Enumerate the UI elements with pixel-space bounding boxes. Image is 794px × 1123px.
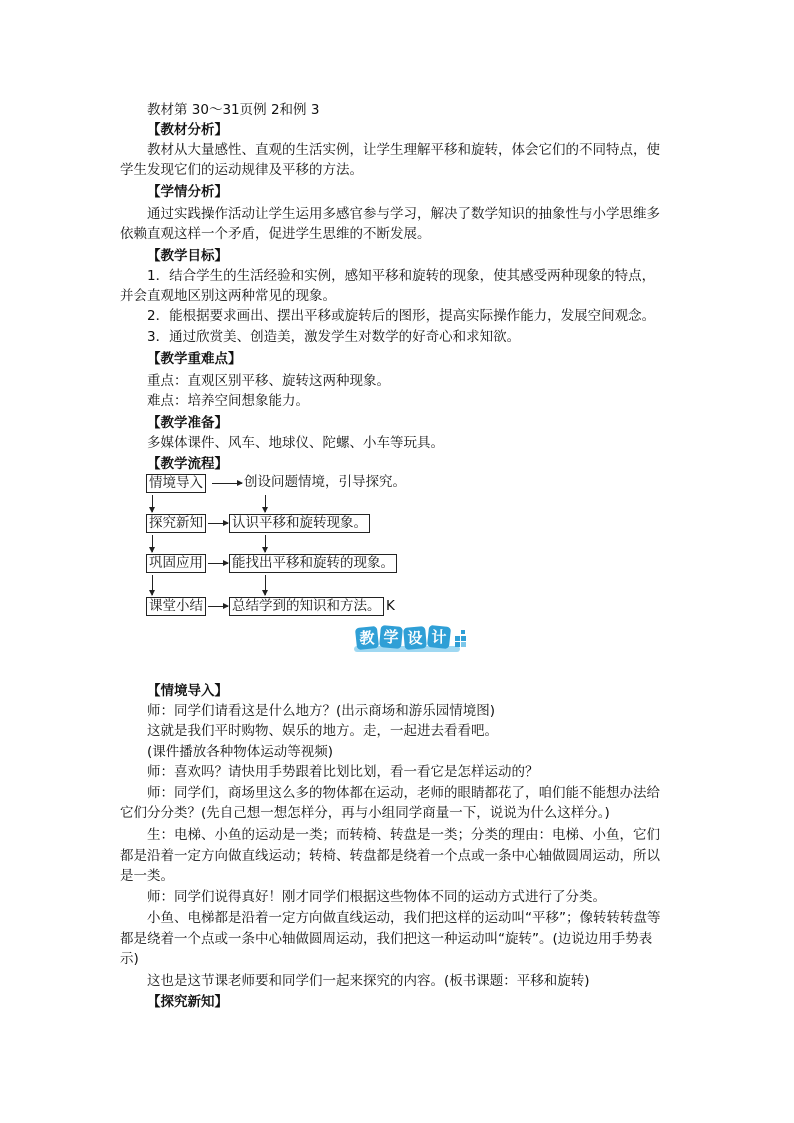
goal-line: 2．能根据要求画出、摆出平移或旋转后的图形，提高实际操作能力，发展空间观念。 — [147, 308, 656, 324]
goal-line: 3．通过欣赏美、创造美，激发学生对数学的好奇心和求知欲。 — [147, 329, 521, 345]
flow-arrow — [208, 563, 228, 564]
flow-arrow-down — [152, 575, 153, 595]
flow-arrow-down — [152, 535, 153, 552]
heading-preparation: 【教学准备】 — [147, 415, 228, 431]
heading-teaching-flow: 【教学流程】 — [147, 456, 228, 472]
dialogue-line: 这就是我们平时购物、娱乐的地方。走，一起进去看看吧。 — [147, 723, 498, 739]
flow-result-box: 总结学到的知识和方法。 — [229, 597, 384, 616]
banner-char: 学 — [383, 628, 399, 646]
banner-char: 计 — [431, 628, 447, 646]
heading-material-analysis: 【教材分析】 — [147, 122, 228, 138]
dialogue-line: 都是沿着一定方向做直线运动；转椅、转盘都是绕着一个点或一条中心轴做圆周运动，所以 — [120, 848, 660, 864]
flow-result-text: 创设问题情境，引导探究。 — [244, 474, 406, 490]
heading-learner-analysis: 【学情分析】 — [147, 184, 228, 200]
dialogue-line: 都是绕着一个点或一条中心轴做圆周运动，我们把这一种运动叫“旋转”。(边说边用手势表 — [120, 931, 653, 947]
dialogue-line: 师：同学们，商场里这么多的物体都在运动，老师的眼睛都花了，咱们能不能想办法给 — [147, 785, 660, 801]
paragraph-line: 依赖直观这样一个矛盾，促进学生思维的不断发展。 — [120, 226, 431, 242]
banner-dots-icon — [455, 630, 466, 647]
paragraph-line: 通过实践操作活动让学生运用多感官参与学习，解决了数学知识的抽象性与小学思维多 — [147, 206, 660, 222]
flow-arrow-down — [265, 575, 266, 595]
heading-key-points: 【教学重难点】 — [147, 351, 242, 367]
flow-result-box: 认识平移和旋转现象。 — [229, 514, 370, 533]
flow-arrow-down — [265, 495, 266, 512]
banner-char: 教 — [359, 629, 375, 647]
source-line: 教材第 30～31页例 2和例 3 — [147, 102, 320, 118]
paragraph-line: 教材从大量感性、直观的生活实例，让学生理解平移和旋转，体会它们的不同特点，使 — [147, 142, 660, 158]
flow-arrow — [208, 606, 228, 607]
dialogue-line: 师：喜欢吗？请快用手势跟着比划比划，看一看它是怎样运动的？ — [147, 764, 539, 780]
dialogue-line: 示) — [120, 951, 139, 967]
paragraph-line: 学生发现它们的运动规律及平移的方法。 — [120, 162, 363, 178]
flow-arrow — [212, 483, 242, 484]
flow-arrow-down — [265, 535, 266, 552]
dialogue-line: 师：同学们说得真好！刚才同学们根据这些物体不同的运动方式进行了分类。 — [147, 889, 606, 905]
flow-step-box: 巩固应用 — [146, 554, 206, 573]
heading-explore-new: 【探究新知】 — [147, 994, 228, 1010]
dialogue-line: (课件播放各种物体运动等视频) — [147, 744, 334, 760]
flow-step-box: 探究新知 — [146, 514, 206, 533]
key-point-line: 重点：直观区别平移、旋转这两种现象。 — [147, 373, 390, 389]
lesson-design-banner — [352, 624, 472, 656]
dialogue-line: 是一类。 — [120, 868, 174, 884]
dialogue-line: 小鱼、电梯都是沿着一定方向做直线运动，我们把这样的运动叫“平移”；像转转转盘等 — [147, 910, 661, 926]
trailing-mark: K — [386, 598, 395, 614]
heading-situation-intro: 【情境导入】 — [147, 683, 228, 699]
flow-step-box: 课堂小结 — [146, 597, 206, 616]
difficulty-line: 难点：培养空间想象能力。 — [147, 393, 309, 409]
flow-arrow-down — [152, 495, 153, 512]
preparation-line: 多媒体课件、风车、地球仪、陀螺、小车等玩具。 — [147, 435, 444, 451]
heading-teaching-goals: 【教学目标】 — [147, 248, 228, 264]
banner-char: 设 — [407, 629, 423, 647]
goal-line: 并会直观地区别这两种常见的现象。 — [120, 288, 336, 304]
flow-arrow — [208, 523, 228, 524]
dialogue-line: 生：电梯、小鱼的运动是一类；而转椅、转盘是一类；分类的理由：电梯、小鱼，它们 — [147, 827, 660, 843]
goal-line: 1．结合学生的生活经验和实例，感知平移和旋转的现象，使其感受两种现象的特点， — [147, 268, 656, 284]
dialogue-line: 它们分分类？(先自己想一想怎样分，再与小组同学商量一下，说说为什么这样分。) — [120, 805, 610, 821]
dialogue-line: 师：同学们请看这是什么地方？(出示商场和游乐园情境图) — [147, 703, 496, 719]
flow-step-box: 情境导入 — [146, 474, 206, 493]
dialogue-line: 这也是这节课老师要和同学们一起来探究的内容。(板书课题：平移和旋转) — [147, 973, 590, 989]
flow-result-box: 能找出平移和旋转的现象。 — [229, 554, 397, 573]
